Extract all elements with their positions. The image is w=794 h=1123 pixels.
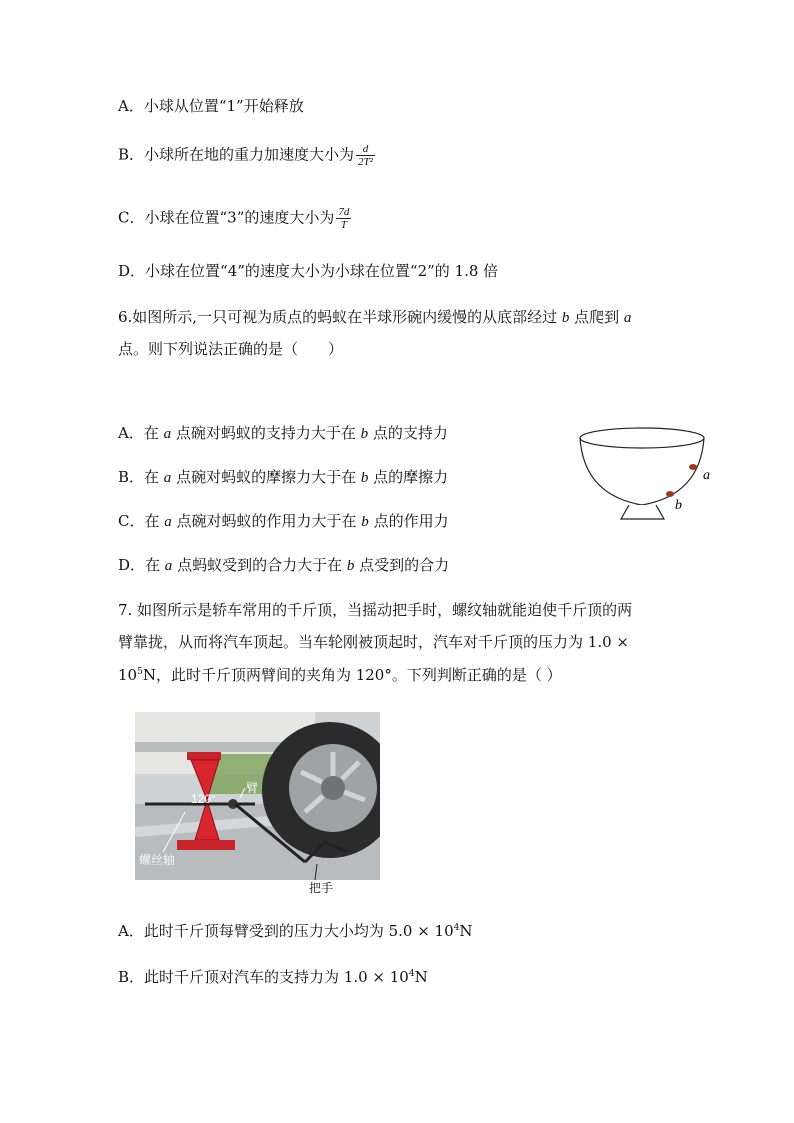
option-text: 点的支持力: [368, 424, 448, 442]
q5-option-c: [118, 206, 351, 231]
option-var: a: [163, 470, 172, 486]
q5-option-d: D．小球在位置“4”的速度大小为小球在位置“2”的 1.8 倍: [118, 262, 499, 280]
q6-stem-var-b: b: [561, 310, 570, 326]
q7-stem-text: 10: [118, 666, 138, 684]
option-text: 点碗对蚂蚁的支持力大于在: [171, 424, 361, 442]
option-exponent: 4: [453, 923, 460, 933]
q6-option-d: [118, 555, 449, 576]
option-text: A．此时千斤顶每臂受到的压力大小均为 5.0 × 10: [118, 922, 454, 940]
q5-option-c-fraction: [336, 206, 351, 231]
option-text: 点碗对蚂蚁的摩擦力大于在: [171, 468, 361, 486]
q5-option-a: A．小球从位置“1”开始释放: [118, 97, 304, 115]
q6-option-c: [118, 511, 449, 532]
bowl-base: [621, 505, 664, 519]
bowl-label-a: a: [703, 468, 710, 483]
option-text: B．在: [118, 468, 164, 486]
q6-stem-text: 点爬到: [569, 308, 624, 326]
option-var: b: [360, 470, 369, 486]
bowl-label-b: b: [675, 498, 682, 513]
q5-option-b-fraction: [356, 143, 375, 168]
fraction-denominator: 2T²: [358, 156, 373, 168]
option-text: C．在: [118, 512, 165, 530]
option-var: b: [361, 514, 369, 530]
q6-stem-line2: 点。则下列说法正确的是（ ）: [118, 340, 344, 358]
car-sill: [135, 742, 285, 752]
q6-option-b: [118, 467, 448, 488]
option-text: 点蚂蚁受到的合力大于在: [172, 556, 347, 574]
option-text: A．在: [118, 424, 164, 442]
fraction-denominator: T: [336, 218, 351, 231]
option-var: a: [164, 514, 172, 530]
option-text: N: [459, 922, 473, 940]
option-text: 点碗对蚂蚁的作用力大于在: [171, 512, 362, 530]
q5-option-b: [118, 143, 375, 168]
car-jack-photo: [135, 712, 380, 880]
option-text: N: [414, 968, 428, 986]
q7-stem-line1: 7. 如图所示是轿车常用的千斤顶，当摇动把手时，螺纹轴就能迫使千斤顶的两: [118, 601, 633, 619]
q6-option-a: [118, 423, 448, 444]
q6-stem-var-a: a: [623, 310, 632, 326]
q5-option-c-text: C．小球在位置“3”的速度大小为: [118, 208, 335, 227]
q6-stem-line1: [118, 307, 631, 328]
arm-label: 臂: [246, 781, 259, 795]
bowl-figure: [574, 425, 724, 525]
q7-option-a: [118, 918, 473, 941]
angle-label: 120°: [191, 792, 216, 806]
wheel-hub: [321, 776, 345, 800]
bowl-rim: [580, 428, 704, 448]
q7-stem-text: N，此时千斤顶两臂间的夹角为 120°。下列判断正确的是（ ）: [142, 666, 562, 684]
option-var: a: [163, 426, 172, 442]
q6-stem-text: 6.如图所示,一只可视为质点的蚂蚁在半球形碗内缓慢的从底部经过: [118, 308, 562, 326]
option-text: D．在: [118, 556, 165, 574]
option-text: 点的摩擦力: [368, 468, 449, 486]
fraction-numerator: d: [362, 143, 369, 155]
option-exponent: 4: [408, 969, 415, 979]
fraction-numerator: 7d: [338, 206, 350, 218]
option-text: B．此时千斤顶对汽车的支持力为 1.0 × 10: [118, 968, 409, 986]
q7-stem-exponent: 5: [137, 667, 143, 677]
option-var: b: [346, 558, 355, 574]
ant-at-b-icon: [666, 491, 674, 497]
option-var: b: [360, 426, 369, 442]
q7-stem-line3: [118, 662, 562, 685]
screw-label: 螺丝轴: [139, 853, 176, 867]
handle-label: 把手: [309, 881, 334, 895]
q5-option-b-text: B．小球所在地的重力加速度大小为: [118, 145, 355, 164]
option-var: a: [164, 558, 173, 574]
option-text: 点受到的合力: [354, 556, 450, 574]
q7-option-b: [118, 964, 428, 987]
q7-stem-line2: 臂靠拢，从而将汽车顶起。当车轮刚被顶起时，汽车对千斤顶的压力为 1.0 ×: [118, 633, 629, 651]
option-text: 点的作用力: [368, 512, 449, 530]
ant-at-a-icon: [689, 464, 697, 470]
